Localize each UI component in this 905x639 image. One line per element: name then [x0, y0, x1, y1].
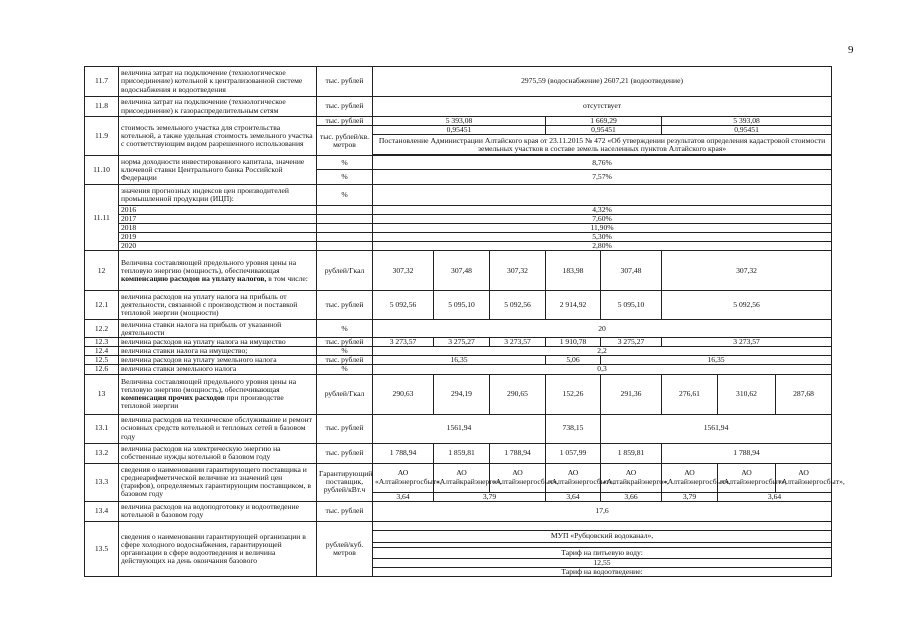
supplier-name: АО «Алтайэнергосбыт»,: [546, 463, 601, 492]
table-row: [85, 251, 832, 291]
cell-value: 276,61: [662, 374, 718, 414]
row-label: стоимость земельного участка для строительства котельной, а также удельная стоимость земельного участка с соответствующим видом разрешенного использования: [119, 117, 317, 156]
row-value: 20: [373, 320, 832, 338]
row-label: сведения о наименовании гарантирующего поставщика и среднеарифметической величине из значений цен (тарифов), определяемых гарантирующим поставщиком, в базовом году: [119, 463, 317, 501]
row-value: 17,6: [373, 501, 832, 521]
cell-value: 5 092,56: [662, 291, 832, 320]
table-row: [85, 521, 832, 530]
supplier-price: 3,64: [718, 492, 832, 501]
row-label: Величина составляющей предельного уровня цены на тепловую энергию (мощность), обеспечивающая компенсацию расходов на уплату налогов, в том числе:: [119, 251, 317, 291]
cell-value: 3 273,57: [662, 338, 832, 347]
supplier-name: АО «Алтайкрайэнерго»,: [601, 463, 662, 492]
row-number: 13.4: [85, 501, 119, 521]
row-unit: %: [317, 185, 373, 206]
year-value: 4,32%: [373, 206, 832, 215]
cell-value: 3 273,57: [373, 338, 434, 347]
row-unit: тыс. рублей: [317, 117, 373, 126]
row-unit: тыс. рублей: [317, 338, 373, 347]
table-row: [85, 97, 832, 117]
table-row: [85, 320, 832, 338]
row-unit: рублей/куб. метров: [317, 521, 373, 576]
cell-value: 1 859,81: [601, 443, 662, 463]
cell-value: 3 273,57: [490, 338, 546, 347]
table-row: [85, 242, 832, 251]
empty-cell: [317, 215, 373, 224]
row-number: 13: [85, 374, 119, 414]
table-row: [85, 463, 832, 492]
row-value: 0,3: [373, 365, 832, 374]
cell-value: 5 393,08: [373, 117, 546, 126]
supplier-price: 3,79: [662, 492, 718, 501]
row-value: отсутствует: [373, 97, 832, 117]
table-row: [85, 365, 832, 374]
cell-value: 0,95451: [546, 126, 662, 135]
cell-value: 1 910,78: [546, 338, 601, 347]
cell-value: 3 275,27: [434, 338, 490, 347]
table-row: [85, 185, 832, 206]
row-unit: %: [317, 320, 373, 338]
table-row: [85, 443, 832, 463]
row-label: величина расходов на уплату налога на имущество: [119, 338, 317, 347]
row-unit: %: [317, 347, 373, 356]
empty-cell: [317, 206, 373, 215]
cell-value: 5 095,10: [601, 291, 662, 320]
table-row: [85, 206, 832, 215]
year-value: 5,30%: [373, 233, 832, 242]
row-number: 12: [85, 251, 119, 291]
row-value: 2,2: [373, 347, 832, 356]
row-unit: Гарантирующий поставщик, рублей/кВт.ч: [317, 463, 373, 501]
cell-value: 2 914,92: [546, 291, 601, 320]
row-label: величина расходов на уплату налога на прибыль от деятельности, связанной с производством и поставкой тепловой энергии (мощности): [119, 291, 317, 320]
supplier-name: АО «Алтайкрайэнерго»,: [434, 463, 490, 492]
year-label: 2016: [119, 206, 317, 215]
row-unit: %: [317, 170, 373, 185]
cell-value: 1 859,81: [434, 443, 490, 463]
cell-value: 1 788,94: [662, 443, 832, 463]
table-row: [85, 215, 832, 224]
cell-value: 1 669,29: [546, 117, 662, 126]
row-unit: %: [317, 156, 373, 170]
cell-value: 287,68: [776, 374, 832, 414]
row-label: величина затрат на подключение (технологическое присоединение) к газораспределительным сетям: [119, 97, 317, 117]
row-number: 12.6: [85, 365, 119, 374]
data-table: [84, 66, 845, 577]
row-unit: рублей/Гкал: [317, 251, 373, 291]
year-value: 7,60%: [373, 215, 832, 224]
year-label: 2020: [119, 242, 317, 251]
supplier-price: 3,64: [373, 492, 434, 501]
cell-value: 1 057,99: [546, 443, 601, 463]
cell-value: 183,98: [546, 251, 601, 291]
cell-value: 1561,94: [373, 414, 546, 443]
cell-value: 294,19: [434, 374, 490, 414]
cell-value: 152,26: [546, 374, 601, 414]
cell-value: 1 788,94: [490, 443, 546, 463]
cell-value: 0,95451: [662, 126, 832, 135]
row-label: величина расходов на электрическую энергию на собственные нужды котельной в базовом году: [119, 443, 317, 463]
cell-value: 307,48: [434, 251, 490, 291]
row-number: 11.8: [85, 97, 119, 117]
cell-value: 3 275,27: [601, 338, 662, 347]
row-note: Постановление Администрации Алтайского края от 23.11.2015 № 472 «Об утверждении результатов определения кадастровой стоимости земельных участков в составе земель населенных пунктов Алтайского края»: [373, 135, 832, 155]
row-number: 12.4: [85, 347, 119, 356]
row-number: 11.11: [85, 185, 119, 251]
organization-name: МУП «Рубцовский водоканал»,: [373, 530, 832, 542]
row-unit: тыс. рублей: [317, 356, 373, 365]
tariff-label: Тариф на питьевую воду:: [373, 547, 832, 558]
row-number: 13.2: [85, 443, 119, 463]
table-row: [85, 224, 832, 233]
row-number: 11.9: [85, 117, 119, 156]
row-label: сведения о наименовании гарантирующей организации в сфере холодного водоснабжения, гарантирующей организации в сфере водоотведения и величина действующих на день окончания базового: [119, 521, 317, 576]
supplier-price: 3,64: [546, 492, 601, 501]
cell-value: 291,36: [601, 374, 662, 414]
row-number: 13.3: [85, 463, 119, 501]
row-number: 11.10: [85, 156, 119, 185]
empty-cell: [317, 242, 373, 251]
row-number: 13.5: [85, 521, 119, 576]
cell-value: 738,15: [546, 414, 601, 443]
empty-cell: [317, 233, 373, 242]
table-row: [85, 374, 832, 414]
row-unit: тыс. рублей: [317, 414, 373, 443]
table-row: [85, 156, 832, 170]
table-row: [85, 501, 832, 521]
row-label: величина расходов на уплату земельного налога: [119, 356, 317, 365]
table-row: [85, 233, 832, 242]
row-value: 8,76%: [373, 156, 832, 170]
tariff-label: Тариф на водоотведение:: [373, 567, 832, 576]
row-label: величина ставки земельного налога: [119, 365, 317, 374]
empty-cell: [373, 521, 832, 530]
table-row: [85, 67, 832, 97]
row-label: норма доходности инвестированного капитала, значение ключевой ставки Центрального банка Российской Федерации: [119, 156, 317, 185]
supplier-name: АО «Алтайэнергосбыт»,: [776, 463, 832, 492]
cell-value: 1561,94: [601, 414, 832, 443]
year-label: 2018: [119, 224, 317, 233]
row-number: 12.2: [85, 320, 119, 338]
row-unit: тыс. рублей: [317, 67, 373, 97]
supplier-name: АО «Алтайэнергосбыт»,: [662, 463, 718, 492]
year-label: 2017: [119, 215, 317, 224]
cell-value: 0,95451: [373, 126, 546, 135]
cell-value: 310,62: [718, 374, 776, 414]
cell-value: 307,32: [662, 251, 832, 291]
cell-value: 5 092,56: [373, 291, 434, 320]
empty-cell: [317, 224, 373, 233]
year-value: 2,80%: [373, 242, 832, 251]
cell-value: 307,32: [490, 251, 546, 291]
page-number: 9: [848, 44, 854, 56]
row-label: величина ставки налога на имущество;: [119, 347, 317, 356]
row-unit: тыс. рублей: [317, 97, 373, 117]
supplier-name: АО «Алтайэнергосбыт»,: [718, 463, 776, 492]
year-value: 11,90%: [373, 224, 832, 233]
empty-cell: [373, 185, 832, 206]
row-label: величина затрат на подключение (технологическое присоединение) котельной к централизованной системе водоснабжения и водоотведения: [119, 67, 317, 97]
supplier-name: АО «Алтайэнергосбыт»,: [373, 463, 434, 492]
cell-value: 5 092,56: [490, 291, 546, 320]
row-unit: тыс. рублей: [317, 443, 373, 463]
row-number: 12.5: [85, 356, 119, 365]
row-label: значения прогнозных индексов цен производителей промышленной продукции (ИЦП):: [119, 185, 317, 206]
row-number: 13.1: [85, 414, 119, 443]
year-label: 2019: [119, 233, 317, 242]
cell-value: 5 393,08: [662, 117, 832, 126]
cell-value: 307,32: [373, 251, 434, 291]
cell-value: 1 788,94: [373, 443, 434, 463]
row-label: величина расходов на водоподготовку и водоотведение котельной в базовом году: [119, 501, 317, 521]
row-number: 12.3: [85, 338, 119, 347]
table-row: [85, 414, 832, 443]
row-number: 12.1: [85, 291, 119, 320]
row-unit: тыс. рублей: [317, 291, 373, 320]
row-value: 2975,59 (водоснабжение) 2607,21 (водоотведение): [373, 67, 832, 97]
row-number: 11.7: [85, 67, 119, 97]
cell-value: 16,35: [601, 356, 832, 365]
cell-value: 307,48: [601, 251, 662, 291]
row-unit: рублей/Гкал: [317, 374, 373, 414]
table-row: [85, 291, 832, 320]
supplier-price: 3,79: [434, 492, 546, 501]
row-label: величина расходов на техническое обслуживание и ремонт основных средств котельной и тепловых сетей в базовом году: [119, 414, 317, 443]
cell-value: 290,63: [373, 374, 434, 414]
supplier-name: АО «Алтайэнергосбыт»,: [490, 463, 546, 492]
row-value: 7,57%: [373, 170, 832, 185]
supplier-price: 3,66: [601, 492, 662, 501]
row-unit: %: [317, 365, 373, 374]
row-label: величина ставки налога на прибыль от указанной деятельности: [119, 320, 317, 338]
cell-value: 5 095,10: [434, 291, 490, 320]
row-unit: тыс. рублей: [317, 501, 373, 521]
row-label: Величина составляющей предельного уровня цены на тепловую энергию (мощность), обеспечивающая компенсация прочих расходов при производстве тепловой энергии: [119, 374, 317, 414]
row-unit: тыс. рублей/кв. метров: [317, 126, 373, 156]
cell-value: 290,65: [490, 374, 546, 414]
cell-value: 5,06: [546, 356, 601, 365]
tariff-value: 12,55: [373, 558, 832, 567]
cell-value: 16,35: [373, 356, 546, 365]
